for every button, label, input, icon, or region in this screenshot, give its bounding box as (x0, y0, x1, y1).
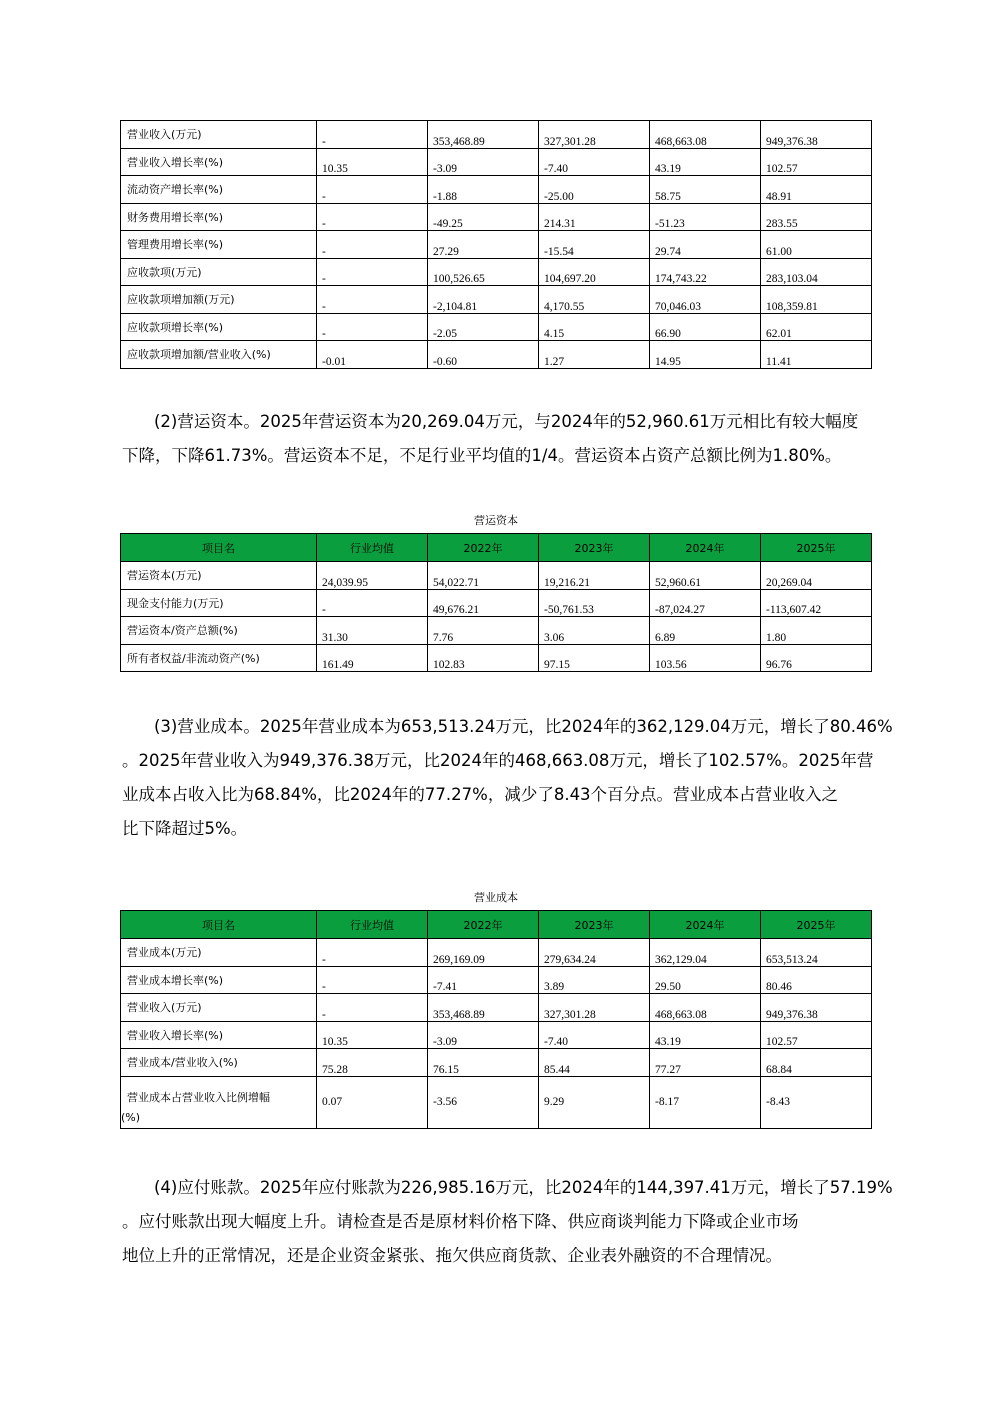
table-cell: -3.09 (428, 148, 539, 176)
header-cell: 项目名 (121, 911, 317, 939)
table-row-label: 营业收入增长率(%) (121, 148, 317, 176)
header-cell: 2023年 (539, 911, 650, 939)
table-cell: 6.89 (650, 617, 761, 645)
table-cell: -51.23 (650, 203, 761, 231)
table-cell: 1.80 (761, 617, 872, 645)
text-line: 业成本占收入比为68.84%，比2024年的77.27%，减少了8.43个百分点。营业成本占营业收入之 (122, 785, 839, 804)
table-cell: 283,103.04 (761, 258, 872, 286)
table-cell: 108,359.81 (761, 286, 872, 314)
table-cell: -49.25 (428, 203, 539, 231)
table-row-label: 应收款项(万元) (121, 258, 317, 286)
table-cell: 3.89 (539, 966, 650, 994)
header-cell: 行业均值 (317, 534, 428, 562)
header-cell: 2024年 (650, 534, 761, 562)
header-cell: 行业均值 (317, 911, 428, 939)
table-cell: -50,761.53 (539, 589, 650, 617)
table-cell: 31.30 (317, 617, 428, 645)
table-cell: 52,960.61 (650, 562, 761, 590)
header-cell: 2025年 (761, 911, 872, 939)
table-row-label: 营运资本(万元) (121, 562, 317, 590)
table-cell: 43.19 (650, 1021, 761, 1049)
header-cell: 2024年 (650, 911, 761, 939)
table-cell: 62.01 (761, 313, 872, 341)
table-cell: 269,169.09 (428, 939, 539, 967)
table-row (121, 939, 872, 967)
table-cell: 3.06 (539, 617, 650, 645)
table-cell: 103.56 (650, 644, 761, 672)
table-row-label: 现金支付能力(万元) (121, 589, 317, 617)
table-cell: 161.49 (317, 644, 428, 672)
table-row (121, 258, 872, 286)
table-cell: 327,301.28 (539, 121, 650, 149)
table-cell: 104,697.20 (539, 258, 650, 286)
table-row (121, 313, 872, 341)
table-cell: 29.50 (650, 966, 761, 994)
header-cell: 2023年 (539, 534, 650, 562)
table-cell: -0.01 (317, 341, 428, 369)
table-cell: -113,607.42 (761, 589, 872, 617)
table-cell: 468,663.08 (650, 994, 761, 1022)
table-cell: - (317, 203, 428, 231)
table-cell: 14.95 (650, 341, 761, 369)
table-cell: 54,022.71 (428, 562, 539, 590)
table-row-label: 财务费用增长率(%) (121, 203, 317, 231)
table-cell: 653,513.24 (761, 939, 872, 967)
table-cell: 70,046.03 (650, 286, 761, 314)
table-row-label: 流动资产增长率(%) (121, 176, 317, 204)
table-cell: -2,104.81 (428, 286, 539, 314)
text-line: 。应付账款出现大幅度上升。请检查是否是原材料价格下降、供应商谈判能力下降或企业市场 (122, 1212, 799, 1231)
table-cell: -2.05 (428, 313, 539, 341)
label-line: 营业成本占营业收入比例增幅 (127, 1090, 270, 1104)
table-cell: 362,129.04 (650, 939, 761, 967)
table-revenue-receivables (120, 120, 872, 369)
table-row (121, 589, 872, 617)
table-row (121, 1049, 872, 1077)
table-row (121, 121, 872, 149)
header-cell: 项目名 (121, 534, 317, 562)
table-row (121, 176, 872, 204)
table-row-label: 营业成本增长率(%) (121, 966, 317, 994)
table-cell: 9.29 (539, 1076, 650, 1128)
table-cell: 97.15 (539, 644, 650, 672)
table-row (121, 644, 872, 672)
table-cell: - (317, 939, 428, 967)
table-cell: 102.57 (761, 1021, 872, 1049)
table-row (121, 1021, 872, 1049)
table-row (121, 994, 872, 1022)
table-cell: 85.44 (539, 1049, 650, 1077)
table-cell: -8.43 (761, 1076, 872, 1128)
paragraph-working-capital (122, 405, 892, 473)
table-row (121, 286, 872, 314)
table-cell: 7.76 (428, 617, 539, 645)
table-cell: 27.29 (428, 231, 539, 259)
table-row (121, 231, 872, 259)
table-cell: - (317, 176, 428, 204)
table-cell: -7.40 (539, 1021, 650, 1049)
table-cell: -7.41 (428, 966, 539, 994)
table-cell: 66.90 (650, 313, 761, 341)
table-cell: -3.09 (428, 1021, 539, 1049)
table-cell: -0.60 (428, 341, 539, 369)
table-cell: 4.15 (539, 313, 650, 341)
text-line: (4)应付账款。2025年应付账款为226,985.16万元，比2024年的144,397.41万元，增长了57.19% (154, 1178, 893, 1197)
table-row (121, 562, 872, 590)
table-cell: 100,526.65 (428, 258, 539, 286)
table-cell: -7.40 (539, 148, 650, 176)
table-cell: 76.15 (428, 1049, 539, 1077)
table-row-label: 应收款项增长率(%) (121, 313, 317, 341)
table-cell: 77.27 (650, 1049, 761, 1077)
table-cell: 0.07 (317, 1076, 428, 1128)
table-caption: 营业成本 (474, 891, 518, 904)
table-row (121, 148, 872, 176)
table-cell: 29.74 (650, 231, 761, 259)
table-cell: 19,216.21 (539, 562, 650, 590)
table-row-label: 营业成本/营业收入(%) (121, 1049, 317, 1077)
table-row (121, 617, 872, 645)
table-cell: 4,170.55 (539, 286, 650, 314)
table-cell: 283.55 (761, 203, 872, 231)
table3-body (121, 939, 872, 1077)
table-cell: 327,301.28 (539, 994, 650, 1022)
text-line: (2)营运资本。2025年营运资本为20,269.04万元，与2024年的52,960.61万元相比有较大幅度 (154, 412, 859, 431)
text-line: 。2025年营业收入为949,376.38万元，比2024年的468,663.08万元，增长了102.57%。2025年营 (122, 751, 874, 770)
table-cell: 174,743.22 (650, 258, 761, 286)
label-line: (%) (121, 1110, 141, 1124)
table-cell: 11.41 (761, 341, 872, 369)
table-cell: 58.75 (650, 176, 761, 204)
table-cell: -25.00 (539, 176, 650, 204)
table-row-label: 营业收入(万元) (121, 994, 317, 1022)
table-cell: - (317, 313, 428, 341)
table-operating-cost (120, 910, 872, 1129)
table-row-label: 管理费用增长率(%) (121, 231, 317, 259)
table-cell: 10.35 (317, 148, 428, 176)
table-header-row (121, 534, 872, 562)
table-cell: 61.00 (761, 231, 872, 259)
table-row (121, 203, 872, 231)
text-line: 下降，下降61.73%。营运资本不足，不足行业平均值的1/4。营运资本占资产总额比例为1.80%。 (122, 446, 842, 465)
table-cell: 102.83 (428, 644, 539, 672)
table-cell: 10.35 (317, 1021, 428, 1049)
table-cell: - (317, 589, 428, 617)
table-row-label (121, 1076, 317, 1128)
table-row (121, 1076, 872, 1128)
table-row-label: 应收款项增加额(万元) (121, 286, 317, 314)
header-cell: 2025年 (761, 534, 872, 562)
table-cell: 48.91 (761, 176, 872, 204)
table-cell: 468,663.08 (650, 121, 761, 149)
table-row-label: 营业收入(万元) (121, 121, 317, 149)
header-cell: 2022年 (428, 534, 539, 562)
table-cell: 353,468.89 (428, 121, 539, 149)
text-line: 地位上升的正常情况，还是企业资金紧张、拖欠供应商货款、企业表外融资的不合理情况。 (122, 1246, 782, 1265)
table-cell: -87,024.27 (650, 589, 761, 617)
table-cell: 949,376.38 (761, 994, 872, 1022)
text-line: (3)营业成本。2025年营业成本为653,513.24万元，比2024年的362,129.04万元，增长了80.46% (154, 717, 893, 736)
table-row-label: 营业收入增长率(%) (121, 1021, 317, 1049)
table-row (121, 341, 872, 369)
table-cell: - (317, 258, 428, 286)
table-cell: 80.46 (761, 966, 872, 994)
table-cell: -1.88 (428, 176, 539, 204)
table-row-label: 所有者权益/非流动资产(%) (121, 644, 317, 672)
table-cell: 68.84 (761, 1049, 872, 1077)
table-row-label: 营业成本(万元) (121, 939, 317, 967)
table2-body (121, 562, 872, 672)
table-cell: - (317, 286, 428, 314)
table-cell: 279,634.24 (539, 939, 650, 967)
table-cell: 75.28 (317, 1049, 428, 1077)
table-cell: 214.31 (539, 203, 650, 231)
table-cell: 353,468.89 (428, 994, 539, 1022)
table-cell: 49,676.21 (428, 589, 539, 617)
table-cell: - (317, 231, 428, 259)
paragraph-accounts-payable (122, 1171, 892, 1273)
table-cell: -3.56 (428, 1076, 539, 1128)
header-cell: 2022年 (428, 911, 539, 939)
table-cell: 96.76 (761, 644, 872, 672)
table-cell: - (317, 994, 428, 1022)
table-cell: 43.19 (650, 148, 761, 176)
table-cell: 102.57 (761, 148, 872, 176)
table-cell: -8.17 (650, 1076, 761, 1128)
table-header-row (121, 911, 872, 939)
table-cell: 24,039.95 (317, 562, 428, 590)
table-row-label: 应收款项增加额/营业收入(%) (121, 341, 317, 369)
table-cell: - (317, 966, 428, 994)
table1-body (121, 121, 872, 369)
table-row (121, 966, 872, 994)
table-working-capital (120, 533, 872, 672)
table-cell: 20,269.04 (761, 562, 872, 590)
paragraph-operating-cost (122, 710, 892, 846)
table-cell: - (317, 121, 428, 149)
text-line: 比下降超过5%。 (122, 819, 248, 838)
table-cell: -15.54 (539, 231, 650, 259)
table-cell: 1.27 (539, 341, 650, 369)
table-caption: 营运资本 (474, 514, 518, 527)
table-cell: 949,376.38 (761, 121, 872, 149)
table-row-label: 营运资本/资产总额(%) (121, 617, 317, 645)
